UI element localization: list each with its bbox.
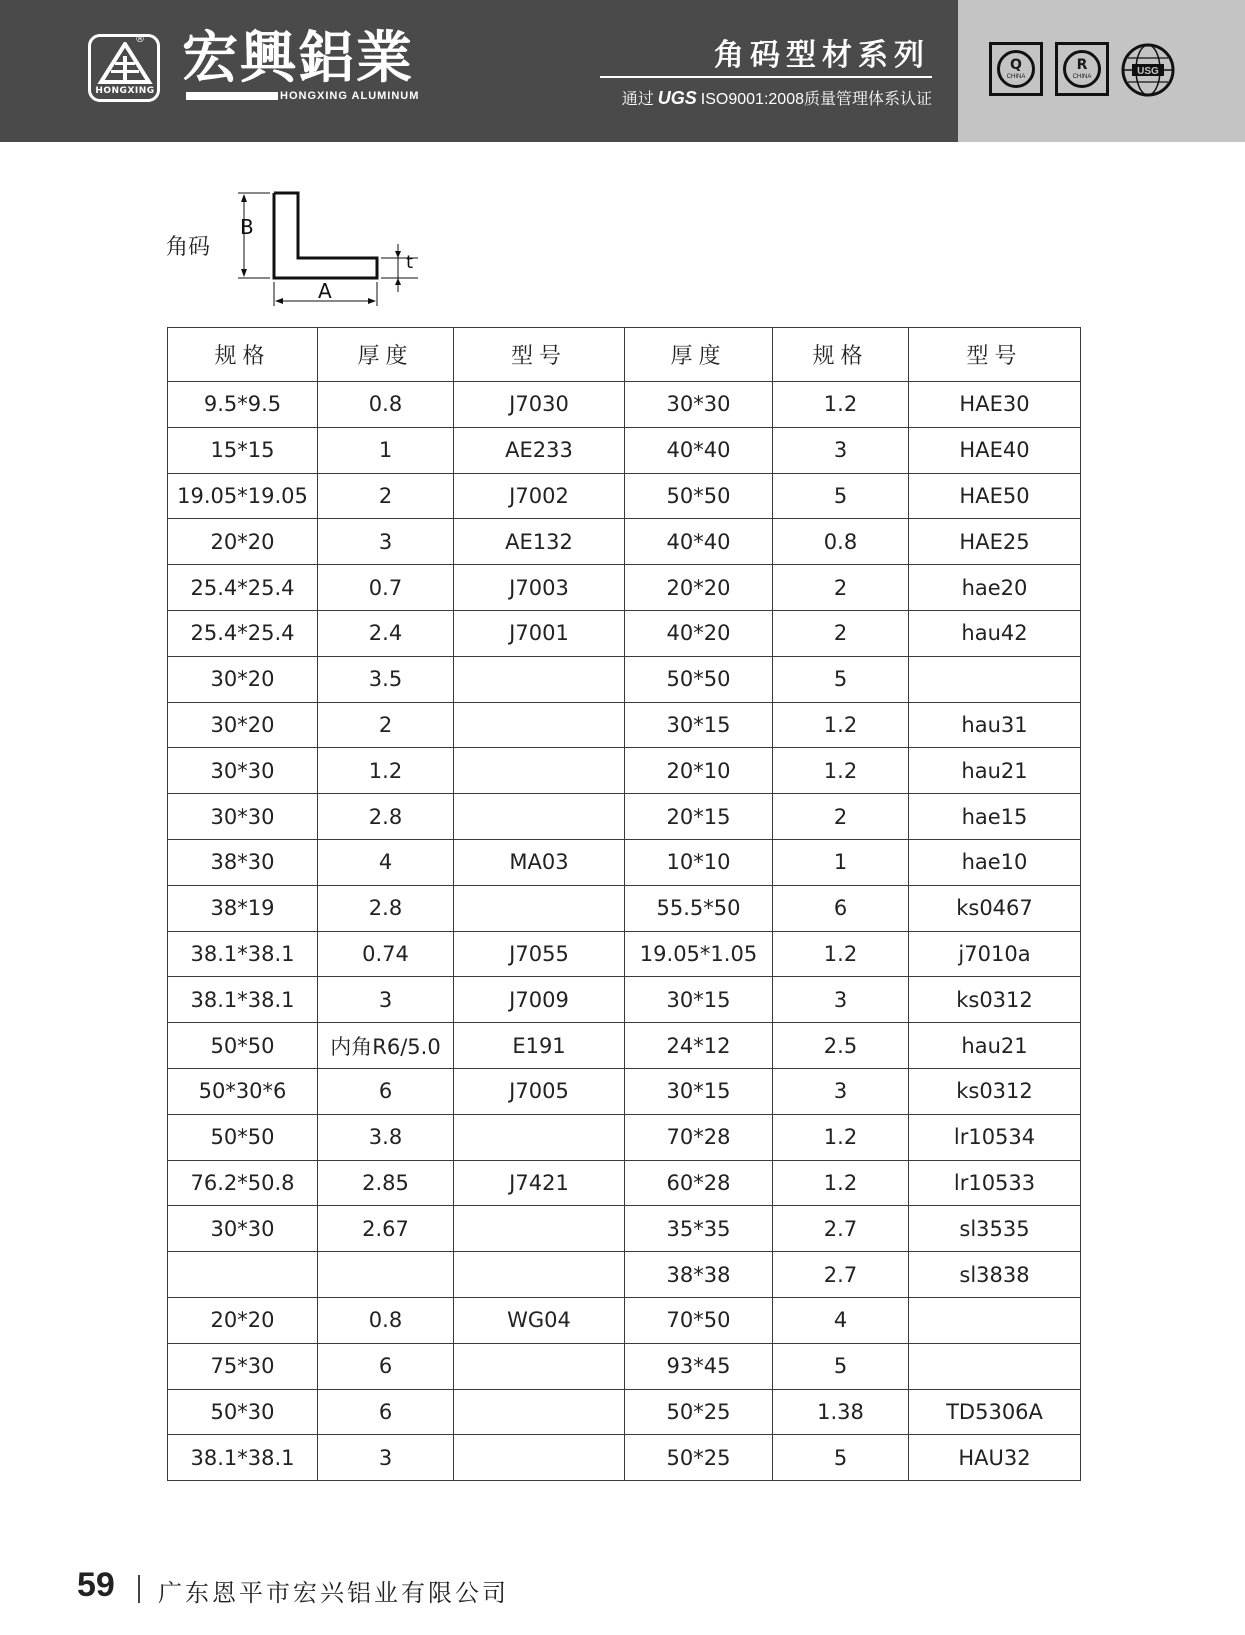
table-cell: 30*30 — [168, 748, 318, 794]
cert-standard: ISO9001:2008质量管理体系认证 — [700, 91, 932, 108]
table-cell — [909, 1297, 1081, 1343]
table-cell: MA03 — [454, 839, 625, 885]
table-cell: 2 — [318, 473, 454, 519]
table-cell: hae10 — [909, 839, 1081, 885]
table-cell: ks0312 — [909, 977, 1081, 1023]
table-cell — [454, 885, 625, 931]
table-cell: 76.2*50.8 — [168, 1160, 318, 1206]
table-cell: 40*40 — [625, 427, 773, 473]
table-cell — [454, 748, 625, 794]
table-cell: 2.8 — [318, 794, 454, 840]
table-cell: 0.8 — [318, 382, 454, 428]
table-cell: 2.67 — [318, 1206, 454, 1252]
table-cell — [454, 1343, 625, 1389]
table-cell: 3.5 — [318, 656, 454, 702]
table-cell: ks0312 — [909, 1068, 1081, 1114]
table-cell: hau31 — [909, 702, 1081, 748]
table-row — [168, 1435, 1081, 1481]
footer-divider — [138, 1575, 140, 1603]
table-cell: 1.2 — [773, 382, 909, 428]
table-cell: 38*30 — [168, 839, 318, 885]
table-row — [168, 794, 1081, 840]
brand-underline — [186, 92, 278, 100]
table-cell: hau21 — [909, 748, 1081, 794]
certification-text — [622, 86, 932, 109]
table-row — [168, 977, 1081, 1023]
ugs-logo: UGS — [657, 88, 697, 108]
table-cell: 20*20 — [168, 519, 318, 565]
brand-name-cn: 宏興鋁業 — [182, 26, 414, 91]
table-cell: sl3838 — [909, 1252, 1081, 1298]
cert-prefix: 通过 — [621, 91, 654, 108]
table-cell: 60*28 — [625, 1160, 773, 1206]
table-cell: 19.05*19.05 — [168, 473, 318, 519]
dim-a-label: A — [318, 279, 332, 303]
diagram-label: 角码 — [166, 235, 211, 260]
table-cell — [454, 1435, 625, 1481]
table-cell — [454, 656, 625, 702]
table-cell: j7010a — [909, 931, 1081, 977]
table-cell: 70*28 — [625, 1114, 773, 1160]
quality-badge-q: Q CHINA — [989, 42, 1043, 96]
table-cell: 1.38 — [773, 1389, 909, 1435]
table-cell — [454, 794, 625, 840]
table-cell: 内角R6/5.0 — [318, 1023, 454, 1069]
table-cell: HAE30 — [909, 382, 1081, 428]
table-cell: 50*50 — [168, 1114, 318, 1160]
table-cell: 35*35 — [625, 1206, 773, 1252]
table-cell: 70*50 — [625, 1297, 773, 1343]
table-cell: 1.2 — [318, 748, 454, 794]
registered-mark: ® — [135, 34, 145, 45]
table-cell: hae15 — [909, 794, 1081, 840]
table-cell: 3 — [773, 427, 909, 473]
table-cell: ks0467 — [909, 885, 1081, 931]
globe-text: USG — [1137, 66, 1159, 77]
header-spec: 规格 — [168, 328, 318, 382]
table-cell: 6 — [318, 1389, 454, 1435]
table-row — [168, 1160, 1081, 1206]
table-row — [168, 1252, 1081, 1298]
table-cell: 5 — [773, 1435, 909, 1481]
table-cell: 2 — [773, 610, 909, 656]
header-spec-2: 规格 — [773, 328, 909, 382]
table-cell: 6 — [318, 1343, 454, 1389]
table-cell: 50*50 — [168, 1023, 318, 1069]
table-cell — [168, 1252, 318, 1298]
table-cell: 1 — [318, 427, 454, 473]
table-row — [168, 1206, 1081, 1252]
table-cell: 38*38 — [625, 1252, 773, 1298]
table-cell — [909, 1343, 1081, 1389]
dim-t-label: t — [406, 252, 414, 273]
table-cell: WG04 — [454, 1297, 625, 1343]
table-cell: 30*20 — [168, 656, 318, 702]
table-cell: 2 — [318, 702, 454, 748]
table-cell: 20*20 — [625, 565, 773, 611]
table-cell: hae20 — [909, 565, 1081, 611]
table-cell: 25.4*25.4 — [168, 610, 318, 656]
table-header-row — [168, 328, 1081, 382]
table-cell: J7003 — [454, 565, 625, 611]
header-thickness-2: 厚度 — [625, 328, 773, 382]
table-row — [168, 931, 1081, 977]
table-cell: AE132 — [454, 519, 625, 565]
table-cell: 24*12 — [625, 1023, 773, 1069]
table-cell: 30*15 — [625, 977, 773, 1023]
table-cell: 50*25 — [625, 1435, 773, 1481]
table-cell: J7030 — [454, 382, 625, 428]
table-cell: 3 — [318, 519, 454, 565]
table-cell: 40*40 — [625, 519, 773, 565]
header-model-2: 型号 — [909, 328, 1081, 382]
table-cell: 4 — [773, 1297, 909, 1343]
table-row — [168, 382, 1081, 428]
header-model: 型号 — [454, 328, 625, 382]
table-cell: 20*15 — [625, 794, 773, 840]
table-cell: 93*45 — [625, 1343, 773, 1389]
table-cell: 6 — [773, 885, 909, 931]
table-cell: 55.5*50 — [625, 885, 773, 931]
table-cell: 75*30 — [168, 1343, 318, 1389]
table-row — [168, 839, 1081, 885]
table-cell: 2.7 — [773, 1252, 909, 1298]
table-cell — [454, 1252, 625, 1298]
angle-spec-table — [167, 327, 1081, 1481]
table-cell — [454, 702, 625, 748]
table-cell: 20*10 — [625, 748, 773, 794]
table-cell: 5 — [773, 473, 909, 519]
table-cell: 30*15 — [625, 1068, 773, 1114]
table-cell: 0.7 — [318, 565, 454, 611]
table-cell: 38.1*38.1 — [168, 977, 318, 1023]
table-cell: 50*30*6 — [168, 1068, 318, 1114]
table-cell: hau21 — [909, 1023, 1081, 1069]
table-cell: 19.05*1.05 — [625, 931, 773, 977]
table-cell: 2.5 — [773, 1023, 909, 1069]
table-cell: 30*30 — [168, 1206, 318, 1252]
table-cell: 3 — [773, 1068, 909, 1114]
table-cell: 1.2 — [773, 702, 909, 748]
table-cell: lr10533 — [909, 1160, 1081, 1206]
table-cell: 30*30 — [625, 382, 773, 428]
table-row — [168, 1023, 1081, 1069]
table-cell: 1.2 — [773, 748, 909, 794]
page-number: 59 — [77, 1566, 115, 1604]
table-cell: J7001 — [454, 610, 625, 656]
table-row — [168, 656, 1081, 702]
table-cell: 50*50 — [625, 656, 773, 702]
table-cell — [454, 1206, 625, 1252]
table-cell: HAU32 — [909, 1435, 1081, 1481]
table-cell: J7009 — [454, 977, 625, 1023]
table-cell: 1.2 — [773, 931, 909, 977]
table-cell: 5 — [773, 656, 909, 702]
table-cell: 3 — [773, 977, 909, 1023]
table-row — [168, 1068, 1081, 1114]
table-cell: 30*20 — [168, 702, 318, 748]
angle-profile-diagram — [226, 180, 426, 310]
table-cell: 30*30 — [168, 794, 318, 840]
table-cell: 50*30 — [168, 1389, 318, 1435]
table-cell: 4 — [318, 839, 454, 885]
table-cell: 50*25 — [625, 1389, 773, 1435]
table-row — [168, 748, 1081, 794]
logo-mountain-icon — [97, 42, 153, 90]
table-cell: 3.8 — [318, 1114, 454, 1160]
table-cell: TD5306A — [909, 1389, 1081, 1435]
table-row — [168, 565, 1081, 611]
table-cell: 1 — [773, 839, 909, 885]
table-cell: 2.85 — [318, 1160, 454, 1206]
table-row — [168, 1343, 1081, 1389]
table-cell: 6 — [318, 1068, 454, 1114]
table-cell: J7005 — [454, 1068, 625, 1114]
dim-b-label: B — [240, 215, 254, 239]
logo-text: HONGXING — [95, 86, 155, 96]
header-divider — [600, 76, 932, 78]
table-cell: HAE25 — [909, 519, 1081, 565]
table-row — [168, 1297, 1081, 1343]
table-cell: 25.4*25.4 — [168, 565, 318, 611]
table-cell: J7002 — [454, 473, 625, 519]
table-cell: sl3535 — [909, 1206, 1081, 1252]
table-cell: 40*20 — [625, 610, 773, 656]
table-cell: 2 — [773, 794, 909, 840]
table-cell: 5 — [773, 1343, 909, 1389]
table-row — [168, 519, 1081, 565]
table-cell: 3 — [318, 977, 454, 1023]
company-name: 广东恩平市宏兴铝业有限公司 — [158, 1579, 509, 1607]
table-cell: 38*19 — [168, 885, 318, 931]
table-cell: 0.8 — [773, 519, 909, 565]
header-thickness: 厚度 — [318, 328, 454, 382]
table-cell: 20*20 — [168, 1297, 318, 1343]
table-cell: AE233 — [454, 427, 625, 473]
table-cell: lr10534 — [909, 1114, 1081, 1160]
brand-name-en: HONGXING ALUMINUM — [280, 90, 420, 102]
table-row — [168, 702, 1081, 748]
table-cell: 2.7 — [773, 1206, 909, 1252]
table-cell: 38.1*38.1 — [168, 1435, 318, 1481]
table-cell: 0.74 — [318, 931, 454, 977]
table-cell: 30*15 — [625, 702, 773, 748]
table-cell: E191 — [454, 1023, 625, 1069]
quality-badge-r: R CHINA — [1055, 42, 1109, 96]
table-cell: 2 — [773, 565, 909, 611]
table-row — [168, 427, 1081, 473]
series-title: 角码型材系列 — [714, 38, 930, 73]
globe-cert-icon — [1120, 42, 1176, 98]
table-cell: 9.5*9.5 — [168, 382, 318, 428]
table-cell: 50*50 — [625, 473, 773, 519]
table-cell — [454, 1389, 625, 1435]
table-cell: 38.1*38.1 — [168, 931, 318, 977]
table-cell: 2.4 — [318, 610, 454, 656]
table-cell — [318, 1252, 454, 1298]
table-cell — [909, 656, 1081, 702]
table-cell: 10*10 — [625, 839, 773, 885]
table-row — [168, 1114, 1081, 1160]
table-cell: 15*15 — [168, 427, 318, 473]
table-cell: 1.2 — [773, 1160, 909, 1206]
table-cell: 2.8 — [318, 885, 454, 931]
table-cell: HAE40 — [909, 427, 1081, 473]
table-cell — [454, 1114, 625, 1160]
table-cell: J7421 — [454, 1160, 625, 1206]
table-row — [168, 1389, 1081, 1435]
table-cell: hau42 — [909, 610, 1081, 656]
table-cell: J7055 — [454, 931, 625, 977]
table-cell: 1.2 — [773, 1114, 909, 1160]
table-row — [168, 610, 1081, 656]
table-row — [168, 473, 1081, 519]
table-cell: 3 — [318, 1435, 454, 1481]
table-row — [168, 885, 1081, 931]
table-cell: HAE50 — [909, 473, 1081, 519]
table-cell: 0.8 — [318, 1297, 454, 1343]
